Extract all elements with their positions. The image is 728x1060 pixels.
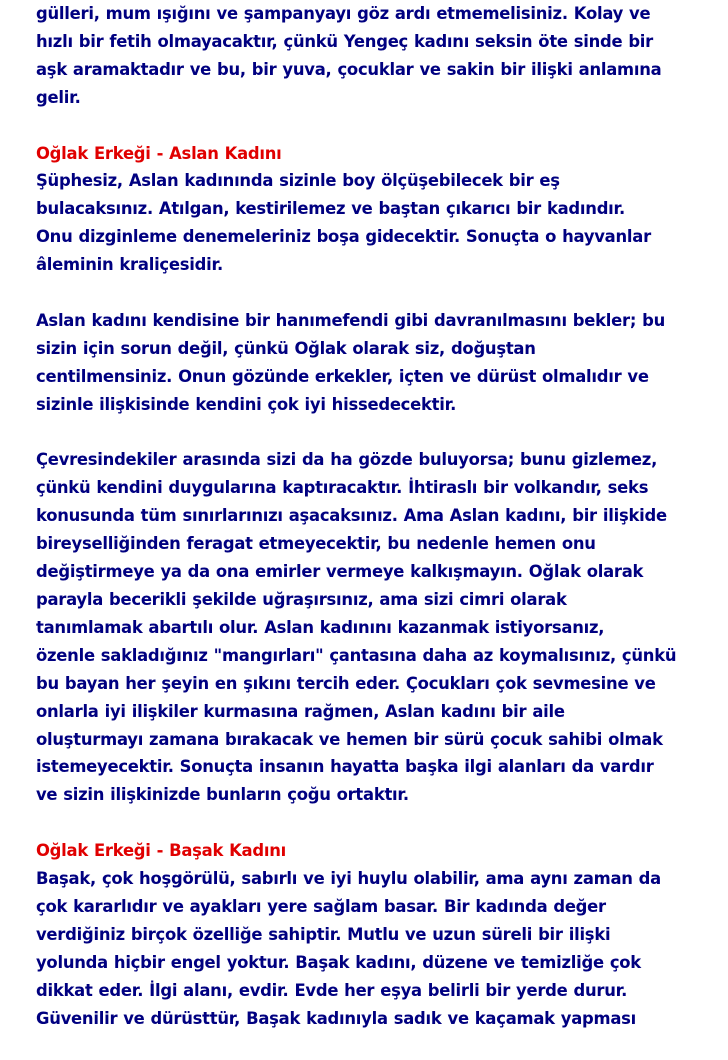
text-line: Güvenilir ve dürüsttür, Başak kadınıyla sadık ve kaçamak yapması xyxy=(36,1008,636,1028)
text-line: istemeyecektir. Sonuçta insanın hayatta başka ilgi alanları da vardır xyxy=(36,757,654,777)
text-line: dikkat eder. İlgi alanı, evdir. Evde her eşya belirli bir yerde durur. xyxy=(36,980,628,1000)
section-heading: Oğlak Erkeği - Başak Kadını xyxy=(36,841,287,861)
text-line: hızlı bir fetih olmayacaktır, çünkü Yengeç kadını seksin öte sinde bir xyxy=(36,31,654,51)
document-page xyxy=(36,0,704,1060)
paragraph-aslan-3 xyxy=(36,446,704,809)
text-line: Onu dizginleme denemeleriniz boşa gidecektir. Sonuçta o hayvanlar xyxy=(36,227,651,247)
text-line: oluşturmayı zamana bırakacak ve hemen bir sürü çocuk sahibi olmak xyxy=(36,729,663,749)
text-line: Çevresindekiler arasında sizi da ha gözde buluyorsa; bunu gizlemez, xyxy=(36,450,658,470)
text-line: çünkü kendini duygularına kaptıracaktır. İhtiraslı bir volkandır, seks xyxy=(36,478,649,498)
text-line: Aslan kadını kendisine bir hanımefendi gibi davranılmasını bekler; bu xyxy=(36,310,666,330)
text-line: sizinle ilişkisinde kendini çok iyi hissedecektir. xyxy=(36,394,457,414)
text-line: çok kararlıdır ve ayakları yere sağlam basar. Bir kadında değer xyxy=(36,896,606,916)
section-heading: Oğlak Erkeği - Aslan Kadını xyxy=(36,143,282,163)
text-line: tanımlamak abartılı olur. Aslan kadınını kazanmak istiyorsanız, xyxy=(36,617,605,637)
text-line: Başak, çok hoşgörülü, sabırlı ve iyi huylu olabilir, ama aynı zaman da xyxy=(36,869,661,889)
text-line: gülleri, mum ışığını ve şampanyayı göz ardı etmemelisiniz. Kolay ve xyxy=(36,4,651,23)
text-line: aşk aramaktadır ve bu, bir yuva, çocuklar ve sakin bir ilişki anlamına xyxy=(36,59,662,79)
text-line: yolunda hiçbir engel yoktur. Başak kadını, düzene ve temizliğe çok xyxy=(36,952,641,972)
section-aslan xyxy=(36,140,704,280)
text-line: ve sizin ilişkinizde bunların çoğu ortaktır. xyxy=(36,785,409,805)
paragraph-aslan-2 xyxy=(36,307,704,419)
text-line: parayla becerikli şekilde uğraşırsınız, ama sizi cimri olarak xyxy=(36,589,567,609)
text-line: verdiğiniz birçok özelliğe sahiptir. Mutlu ve uzun süreli bir ilişki xyxy=(36,924,611,944)
text-line: bu bayan her şeyin en şıkını tercih eder. Çocukları çok sevmesine ve xyxy=(36,673,656,693)
text-line: değiştirmeye ya da ona emirler vermeye kalkışmayın. Oğlak olarak xyxy=(36,562,644,582)
text-line: Şüphesiz, Aslan kadınında sizinle boy ölçüşebilecek bir eş xyxy=(36,171,560,191)
text-line: gelir. xyxy=(36,87,81,107)
paragraph-intro xyxy=(36,0,704,112)
text-line: âleminin kraliçesidir. xyxy=(36,255,223,275)
text-line: bireyselliğinden feragat etmeyecektir, bu nedenle hemen onu xyxy=(36,534,596,554)
text-line: centilmensiniz. Onun gözünde erkekler, içten ve dürüst olmalıdır ve xyxy=(36,366,649,386)
text-line: özenle sakladığınız "mangırları" çantasına daha az koymalısınız, çünkü xyxy=(36,645,677,665)
text-line: konusunda tüm sınırlarınızı aşacaksınız. Ama Aslan kadını, bir ilişkide xyxy=(36,506,667,526)
text-line: onlarla iyi ilişkiler kurmasına rağmen, Aslan kadını bir aile xyxy=(36,701,565,721)
section-basak xyxy=(36,837,704,1032)
text-line: sizin için sorun değil, çünkü Oğlak olarak siz, doğuştan xyxy=(36,338,536,358)
text-line: bulacaksınız. Atılgan, kestirilemez ve baştan çıkarıcı bir kadındır. xyxy=(36,199,626,219)
